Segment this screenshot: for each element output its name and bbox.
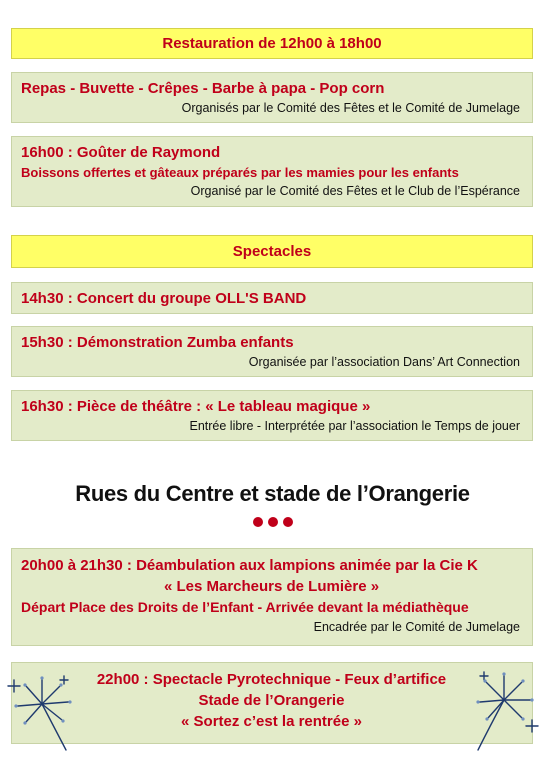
item-title: 16h30 : Pièce de théâtre : « Le tableau magique » [21, 398, 371, 415]
deambulation-line2: « Les Marcheurs de Lumière » [163, 578, 380, 595]
spectacles-header [11, 235, 533, 268]
dot [253, 517, 263, 527]
item-title: Repas - Buvette - Crêpes - Barbe à papa - Pop corn [21, 80, 385, 97]
feu-line3: « Sortez c’est la rentrée » [181, 713, 362, 730]
spectacles-item-zumba [11, 326, 533, 377]
firework-icon [470, 670, 542, 752]
item-organizer: Entrée libre - Interprétée par l’association le Temps de jouer [189, 419, 520, 433]
item-title: 14h30 : Concert du groupe OLL'S BAND [21, 290, 307, 307]
feu-line2: Stade de l’Orangerie [198, 692, 345, 709]
restauration-item-gouter [11, 136, 533, 207]
deambulation-line3: Départ Place des Droits de l’Enfant - Arrivée devant la médiathèque [21, 599, 469, 615]
item-organizer: Organisé par le Comité des Fêtes et le Club de l’Espérance [190, 184, 520, 198]
restauration-item-repas [11, 72, 533, 123]
item-organizer: Organisés par le Comité des Fêtes et le Comité de Jumelage [181, 101, 520, 115]
restauration-header [11, 28, 533, 59]
deambulation-line1: 20h00 à 21h30 : Déambulation aux lampions animée par la Cie K [21, 557, 478, 574]
item-subtitle: Boissons offertes et gâteaux préparés par les mamies pour les enfants [21, 165, 459, 180]
feu-artifice-box [11, 662, 533, 744]
item-organizer: Encadrée par le Comité de Jumelage [313, 620, 520, 634]
dot [283, 517, 293, 527]
deambulation-box [11, 548, 533, 646]
dot [268, 517, 278, 527]
section-heading: Rues du Centre et stade de l’Orangerie [75, 481, 470, 506]
restauration-header-text: Restauration de 12h00 à 18h00 [162, 35, 382, 52]
item-title: 16h00 : Goûter de Raymond [21, 144, 221, 161]
spectacles-item-concert [11, 282, 533, 314]
item-organizer: Organisée par l’association Dans’ Art Connection [248, 355, 520, 369]
feu-line1: 22h00 : Spectacle Pyrotechnique - Feux d’artifice [96, 671, 447, 688]
firework-icon [4, 672, 82, 752]
item-title: 15h30 : Démonstration Zumba enfants [21, 334, 294, 351]
spectacles-item-theatre [11, 390, 533, 441]
spectacles-header-text: Spectacles [232, 243, 312, 260]
separator-dots [0, 517, 545, 527]
